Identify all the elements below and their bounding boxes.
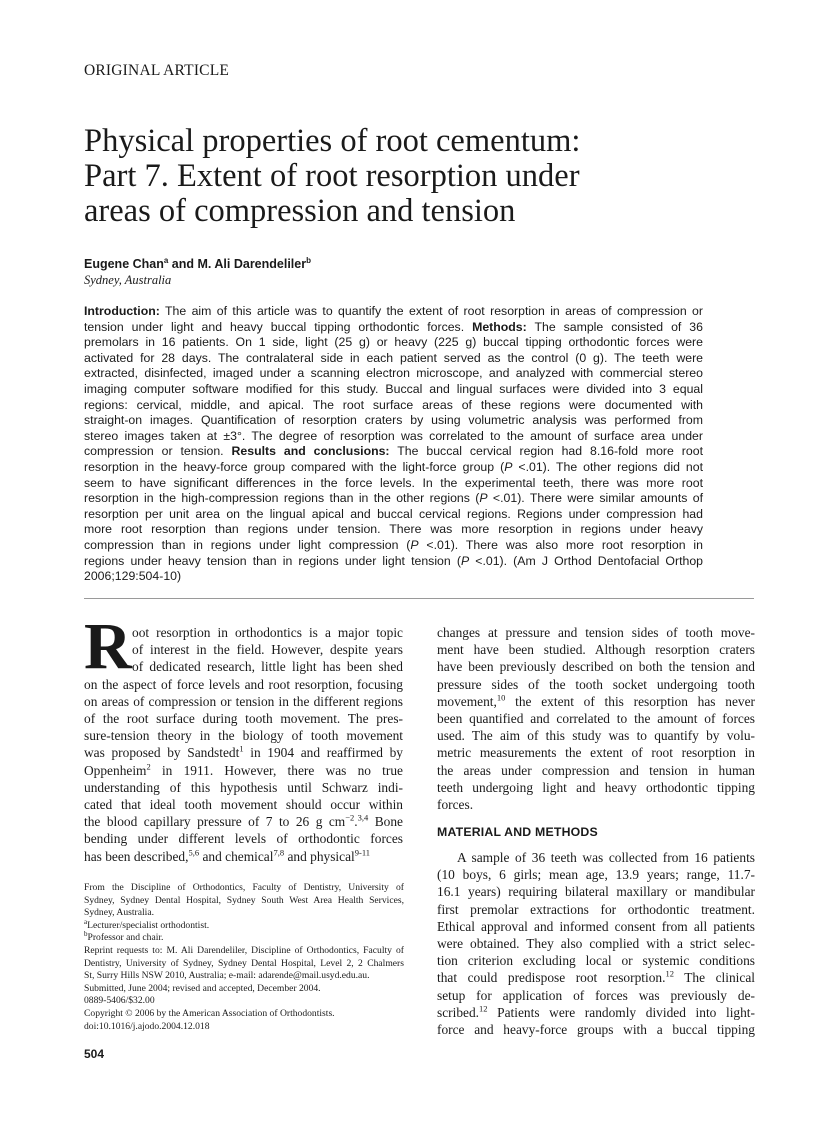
footnote-line: Submitted, June 2004; revised and accepted, December 2004. [84,982,321,994]
body-line: the areas under compression and tension in human [437,762,755,778]
author-affiliation-mark: a [163,256,169,265]
body-line: on the aspect of force levels and root resorption, focusing [84,676,403,692]
abstract-label-methods: Methods: [472,319,527,334]
body-line: changes at pressure and tension sides of tooth move- [437,625,755,640]
abstract-line: more root resorption than regions under tension. There was more resorption in regions under heavy [84,522,703,537]
footnote-line: St, Surry Hills NSW 2010, Australia; e-mail: adarende@mail.usyd.edu.au. [84,970,370,982]
footnote-mark: b [84,930,88,939]
abstract-line: Introduction: The aim of this article was to quantify the extent of root resorption in areas of compression or [84,304,703,318]
body-line: of the root surface during tooth movement. The pres- [84,711,403,727]
body-line: first premolar extractions for orthodontic treatment. [437,901,755,917]
citation-marker: 12 [665,968,674,979]
body-line: have been previously described on both the tension and [437,659,755,675]
citation-marker: 1 [239,743,244,754]
abstract-line: resorption in the heavy-force group compared with the light-force group (P <.01). The other regions did not [84,459,704,474]
footnote-line: Dentistry, University of Sydney, Sydney Dental Hospital, Level 2, 2 Chalmers [84,957,404,969]
footnote-line: 0889-5406/$32.00 [84,995,155,1007]
citation-marker: 10 [496,692,506,703]
abstract [84,304,703,585]
citation-marker: 9-11 [354,847,371,858]
section-heading-methods: MATERIAL AND METHODS [437,825,598,839]
section-divider [84,598,754,599]
body-line: used. The aim of this study was to quantify by volu- [437,728,755,744]
abstract-line: 2006;129:504-10) [84,569,182,584]
abstract-line: stereo images taken at ±3°. The degree of resorption was correlated to the amount of surface area under [84,428,703,443]
body-line: cated that ideal tooth movement should occur within [84,797,403,813]
section-label: ORIGINAL ARTICLE [84,62,230,79]
body-line: bending under different levels of orthodontic forces [84,831,403,847]
exponent: −2 [345,812,355,823]
body-line: force and heavy-force groups with a buccal tipping [437,1022,755,1038]
body-line: 16.1 years) requiring bilateral maxillary or mandibular [437,884,755,900]
footnotes [84,882,404,1033]
body-line: A sample of 36 teeth was collected from 16 patients [457,850,755,865]
footnote-line: $^b$Professor and chair. [84,930,164,944]
abstract-line: resorption per unit area on the lingual apical and buccal cervical regions. Regions under compression had [84,506,703,521]
abstract-line: resorption in the high-compression regions than in the other regions (P <.01). There were similar amounts of [84,491,704,506]
body-line: that could predispose root resorption.$^{12}$ The clinical [437,968,756,986]
methods-text [437,849,755,1038]
citation-marker: 5,6 [188,847,200,858]
body-line: teeth undergoing light and heavy orthodontic tipping [437,779,755,795]
body-line: setup for application of forces was previously de- [437,987,755,1003]
body-line: metric measurements the extent of root resorption in [437,745,755,761]
body-line: of interest in the field. However, despite years [132,642,403,658]
footnote-line: Copyright © 2006 by the American Association of Orthodontists. [84,1007,335,1019]
citation-marker: 3,4 [357,812,369,823]
body-line: Ethical approval and informed consent from all patients [437,918,755,934]
body-line: ment have been studied. Although resorption craters [437,642,755,658]
abstract-line: regions under heavy tension than in regions under light tension (P <.01). (Am J Orthod Dentofacial Orthop [84,553,703,568]
drop-cap: R [84,610,132,683]
page-number: 504 [84,1047,105,1061]
abstract-label-results: Results and conclusions: [231,444,390,459]
body-line: has been described,$^{5,6}$ and chemical$^{7,8}$ and physical$^{9-11}$ [84,847,371,864]
abstract-line: compression than in regions under light compression (P <.01). There was also more root resorption in [84,537,704,552]
citation-marker: 12 [479,1003,488,1014]
body-line: pressure sides of the tooth socket undergoing tooth [437,676,755,692]
body-line: scribed.$^{12}$ Patients were randomly divided into light- [437,1003,755,1020]
abstract-line: regions: cervical, middle, and apical. The root surface areas of these regions were documented with [84,397,703,412]
body-line: oot resorption in orthodontics is a major topic [132,625,403,640]
citation-marker: 7,8 [273,847,285,858]
author-name: M. Ali Darendeliler [197,257,307,272]
abstract-line: imaging computer software modified for this study. Buccal and lingual surfaces were divided into 3 equal [84,381,703,396]
body-line: understanding of this hypothesis until Schwarz indi- [84,779,403,795]
author-name: Eugene Chan [84,257,164,272]
abstract-line: tension under light and heavy buccal tipping orthodontic forces. Methods: The sample consisted of 36 [84,319,703,334]
abstract-line: seem to have significant differences in the force levels. In the experimental teeth, there was more root [84,475,703,490]
footnote-mark: a [84,917,88,926]
title-line: areas of compression and tension [84,193,516,229]
abstract-line: activated for 28 days. The contralateral side in each patient served as the control (0 g). The teeth were [84,350,703,365]
body-line: sure-tension theory in the biology of tooth movement [84,728,403,744]
author-list [84,256,311,271]
body-line: (10 boys, 6 girls; mean age, 13.9 years; range, 11.7- [437,867,755,883]
body-line: movement,$^{10}$ the extent of this resorption has never [437,692,755,709]
footnote-line: $^a$Lecturer/specialist orthodontist. [84,917,210,931]
author-affiliation-mark: b [306,256,311,265]
abstract-label-introduction: Introduction: [84,304,160,318]
abstract-line: compression or tension. Results and conclusions: The buccal cervical region had 8.16-fold more root [84,444,703,459]
body-line: been quantified and correlated to the amount of forces [437,711,755,727]
body-column-right [437,624,755,813]
footnote-line: From the Discipline of Orthodontics, Faculty of Dentistry, University of [84,882,404,893]
author-location: Sydney, Australia [84,273,172,287]
abstract-line: straight-on images. Quantification of resorption craters by using volumetric analysis was performed from [84,413,703,428]
body-line: the blood capillary pressure of 7 to 26 g $cm^{-2}.^{3,4}$ Bone [84,812,403,830]
article-title [84,124,724,229]
body-line: tion criterion excluding local or systemic conditions [437,953,755,969]
citation-marker: 2 [146,761,151,772]
title-line: Physical properties of root cementum: [84,123,581,159]
body-line: were obtained. They also complied with a strict selec- [437,936,755,952]
body-line: was proposed by Sandstedt$^1$ in 1904 and reaffirmed by [84,743,403,761]
title-line: Part 7. Extent of root resorption under [84,158,580,194]
body-line: forces. [437,797,474,813]
abstract-line: premolars in 16 patients. On 1 side, light (25 g) or heavy (225 g) buccal tipping orthodontic forces were [84,335,703,350]
body-column-left [84,624,403,865]
body-line: Oppenheim$^2$ in 1911. However, there was no true [84,761,403,778]
body-line: on areas of compression or tension in the different regions [84,693,403,709]
abstract-line: extracted, disinfected, imaged under a scanning electron microscope, and analyzed with commercial stereo [84,366,703,381]
footnote-line: Reprint requests to: M. Ali Darendeliler, Discipline of Orthodontics, Faculty of [84,944,404,956]
footnote-line: Sydney, Australia. [84,907,154,919]
footnote-line: Sydney, Sydney Dental Hospital, Sydney South West Area Health Services, [84,894,404,906]
footnote-line: doi:10.1016/j.ajodo.2004.12.018 [84,1020,210,1032]
author-conjunction: and [168,257,198,272]
body-line: of dedicated research, little light has been shed [132,659,403,675]
